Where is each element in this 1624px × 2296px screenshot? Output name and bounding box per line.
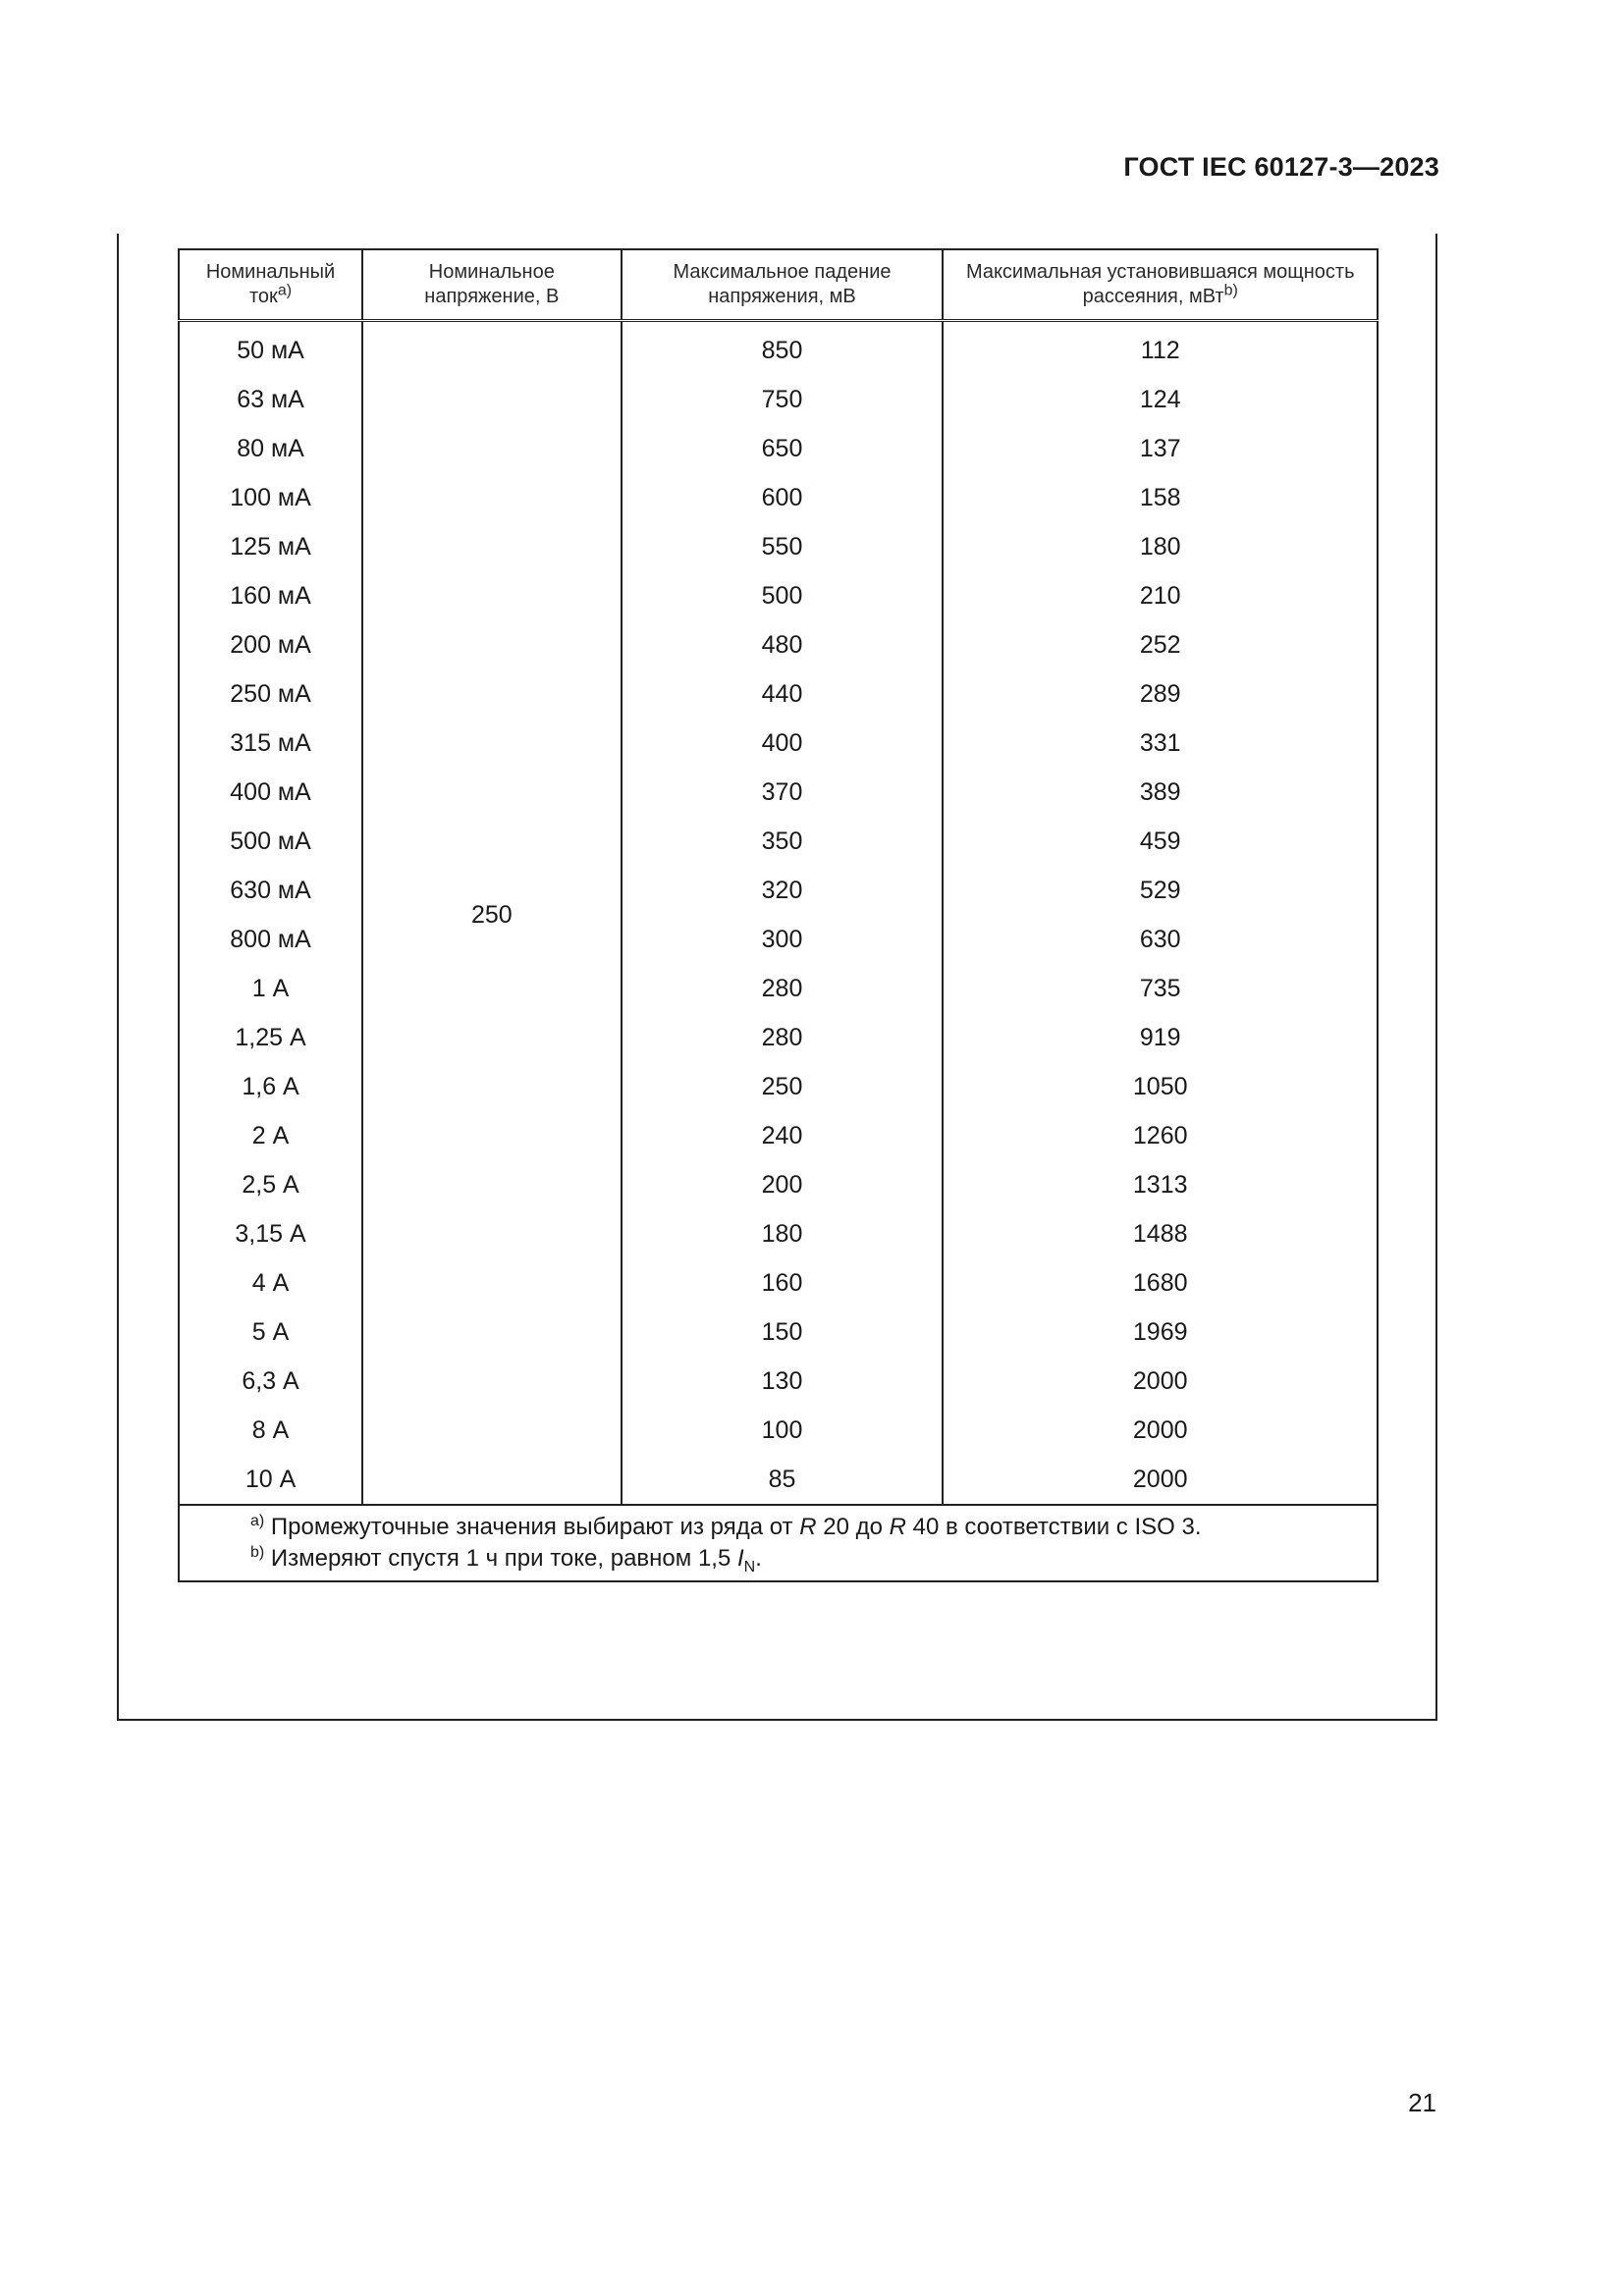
cell-power-dissipation: 137 xyxy=(943,424,1378,473)
cell-rated-current: 4 А xyxy=(179,1258,362,1308)
note-a: $^{a)}$ Промежуточные значения выбирают из ряда от R 20 до R 40 в соответствии с ISO 3. xyxy=(250,1513,1202,1540)
cell-voltage-drop: 180 xyxy=(622,1209,944,1258)
cell-power-dissipation: 289 xyxy=(943,669,1378,719)
cell-voltage-drop: 85 xyxy=(622,1455,944,1505)
cell-rated-current: 630 мА xyxy=(179,866,362,915)
table-row xyxy=(179,1406,1378,1455)
cell-voltage-drop: 100 xyxy=(622,1406,944,1455)
cell-power-dissipation: 1313 xyxy=(943,1160,1378,1209)
cell-rated-voltage: 250 xyxy=(362,321,622,1506)
cell-rated-current: 200 мА xyxy=(179,620,362,669)
table-row xyxy=(179,1160,1378,1209)
table-notes-row xyxy=(179,1505,1378,1581)
table-row xyxy=(179,719,1378,768)
cell-rated-current: 2,5 А xyxy=(179,1160,362,1209)
cell-power-dissipation: 158 xyxy=(943,473,1378,522)
cell-rated-current: 2 А xyxy=(179,1111,362,1160)
cell-rated-current: 400 мА xyxy=(179,768,362,817)
cell-power-dissipation: 2000 xyxy=(943,1406,1378,1455)
cell-rated-current: 315 мА xyxy=(179,719,362,768)
cell-rated-current: 80 мА xyxy=(179,424,362,473)
cell-rated-current: 160 мА xyxy=(179,571,362,620)
table-row xyxy=(179,964,1378,1013)
table-row xyxy=(179,571,1378,620)
cell-rated-current: 6,3 А xyxy=(179,1357,362,1406)
cell-voltage-drop: 280 xyxy=(622,1013,944,1062)
table-row xyxy=(179,1258,1378,1308)
cell-rated-current: 125 мА xyxy=(179,522,362,571)
cell-rated-current: 1,25 А xyxy=(179,1013,362,1062)
table-row xyxy=(179,473,1378,522)
table-row xyxy=(179,375,1378,424)
table-row xyxy=(179,1308,1378,1357)
cell-power-dissipation: 1680 xyxy=(943,1258,1378,1308)
cell-voltage-drop: 370 xyxy=(622,768,944,817)
cell-power-dissipation: 2000 xyxy=(943,1455,1378,1505)
cell-voltage-drop: 130 xyxy=(622,1357,944,1406)
table-row xyxy=(179,1062,1378,1111)
cell-power-dissipation: 252 xyxy=(943,620,1378,669)
cell-voltage-drop: 240 xyxy=(622,1111,944,1160)
table-notes xyxy=(179,1505,1378,1581)
cell-power-dissipation: 1969 xyxy=(943,1308,1378,1357)
cell-voltage-drop: 280 xyxy=(622,964,944,1013)
cell-voltage-drop: 440 xyxy=(622,669,944,719)
cell-power-dissipation: 389 xyxy=(943,768,1378,817)
cell-power-dissipation: 210 xyxy=(943,571,1378,620)
cell-power-dissipation: 919 xyxy=(943,1013,1378,1062)
table-body xyxy=(179,321,1378,1582)
cell-voltage-drop: 650 xyxy=(622,424,944,473)
cell-rated-current: 1,6 А xyxy=(179,1062,362,1111)
table-row xyxy=(179,1455,1378,1505)
table-row xyxy=(179,866,1378,915)
document-code: ГОСТ IEC 60127-3—2023 xyxy=(1123,152,1439,182)
cell-power-dissipation: 180 xyxy=(943,522,1378,571)
header-max-voltage-drop: Максимальное падение напряжения, мВ xyxy=(622,249,944,321)
fuse-ratings-table xyxy=(178,248,1379,1582)
cell-power-dissipation: 630 xyxy=(943,915,1378,964)
cell-voltage-drop: 750 xyxy=(622,375,944,424)
cell-voltage-drop: 850 xyxy=(622,321,944,376)
table-row xyxy=(179,522,1378,571)
frame-left-border xyxy=(117,234,119,1721)
cell-rated-current: 50 мА xyxy=(179,321,362,376)
cell-voltage-drop: 550 xyxy=(622,522,944,571)
frame-right-border xyxy=(1435,234,1437,1721)
cell-power-dissipation: 124 xyxy=(943,375,1378,424)
table-row xyxy=(179,915,1378,964)
cell-voltage-drop: 320 xyxy=(622,866,944,915)
cell-power-dissipation: 1260 xyxy=(943,1111,1378,1160)
cell-voltage-drop: 250 xyxy=(622,1062,944,1111)
cell-rated-current: 100 мА xyxy=(179,473,362,522)
table-row xyxy=(179,424,1378,473)
table-row xyxy=(179,669,1378,719)
cell-rated-current: 500 мА xyxy=(179,817,362,866)
table-row xyxy=(179,321,1378,376)
table-row xyxy=(179,1111,1378,1160)
table-header-row xyxy=(179,249,1378,321)
cell-rated-current: 250 мА xyxy=(179,669,362,719)
cell-power-dissipation: 331 xyxy=(943,719,1378,768)
cell-rated-current: 800 мА xyxy=(179,915,362,964)
page-number: 21 xyxy=(1408,2088,1436,2117)
header-rated-current: Номинальный ток$^{a)}$ xyxy=(179,249,362,321)
table-row xyxy=(179,1013,1378,1062)
cell-rated-current: 1 А xyxy=(179,964,362,1013)
cell-rated-current: 63 мА xyxy=(179,375,362,424)
cell-power-dissipation: 2000 xyxy=(943,1357,1378,1406)
table-row xyxy=(179,1357,1378,1406)
cell-rated-current: 8 А xyxy=(179,1406,362,1455)
cell-rated-current: 5 А xyxy=(179,1308,362,1357)
frame-bottom-border xyxy=(117,1719,1437,1721)
cell-power-dissipation: 1488 xyxy=(943,1209,1378,1258)
table-row xyxy=(179,768,1378,817)
cell-voltage-drop: 480 xyxy=(622,620,944,669)
cell-power-dissipation: 112 xyxy=(943,321,1378,376)
table-row xyxy=(179,620,1378,669)
cell-voltage-drop: 400 xyxy=(622,719,944,768)
header-max-power-dissipation: Максимальная установившаяся мощность рассеяния, мВт$^{b)}$ xyxy=(943,249,1378,321)
cell-rated-current: 10 А xyxy=(179,1455,362,1505)
cell-power-dissipation: 529 xyxy=(943,866,1378,915)
cell-power-dissipation: 459 xyxy=(943,817,1378,866)
table-row xyxy=(179,817,1378,866)
cell-voltage-drop: 300 xyxy=(622,915,944,964)
cell-rated-current: 3,15 А xyxy=(179,1209,362,1258)
cell-power-dissipation: 735 xyxy=(943,964,1378,1013)
cell-voltage-drop: 150 xyxy=(622,1308,944,1357)
cell-voltage-drop: 160 xyxy=(622,1258,944,1308)
cell-power-dissipation: 1050 xyxy=(943,1062,1378,1111)
note-b: $^{b)}$ Измеряют спустя 1 ч при токе, равном 1,5 $I_N$. xyxy=(250,1544,762,1575)
cell-voltage-drop: 200 xyxy=(622,1160,944,1209)
header-rated-voltage: Номинальное напряжение, В xyxy=(362,249,622,321)
table-row xyxy=(179,1209,1378,1258)
cell-voltage-drop: 500 xyxy=(622,571,944,620)
cell-voltage-drop: 350 xyxy=(622,817,944,866)
cell-voltage-drop: 600 xyxy=(622,473,944,522)
